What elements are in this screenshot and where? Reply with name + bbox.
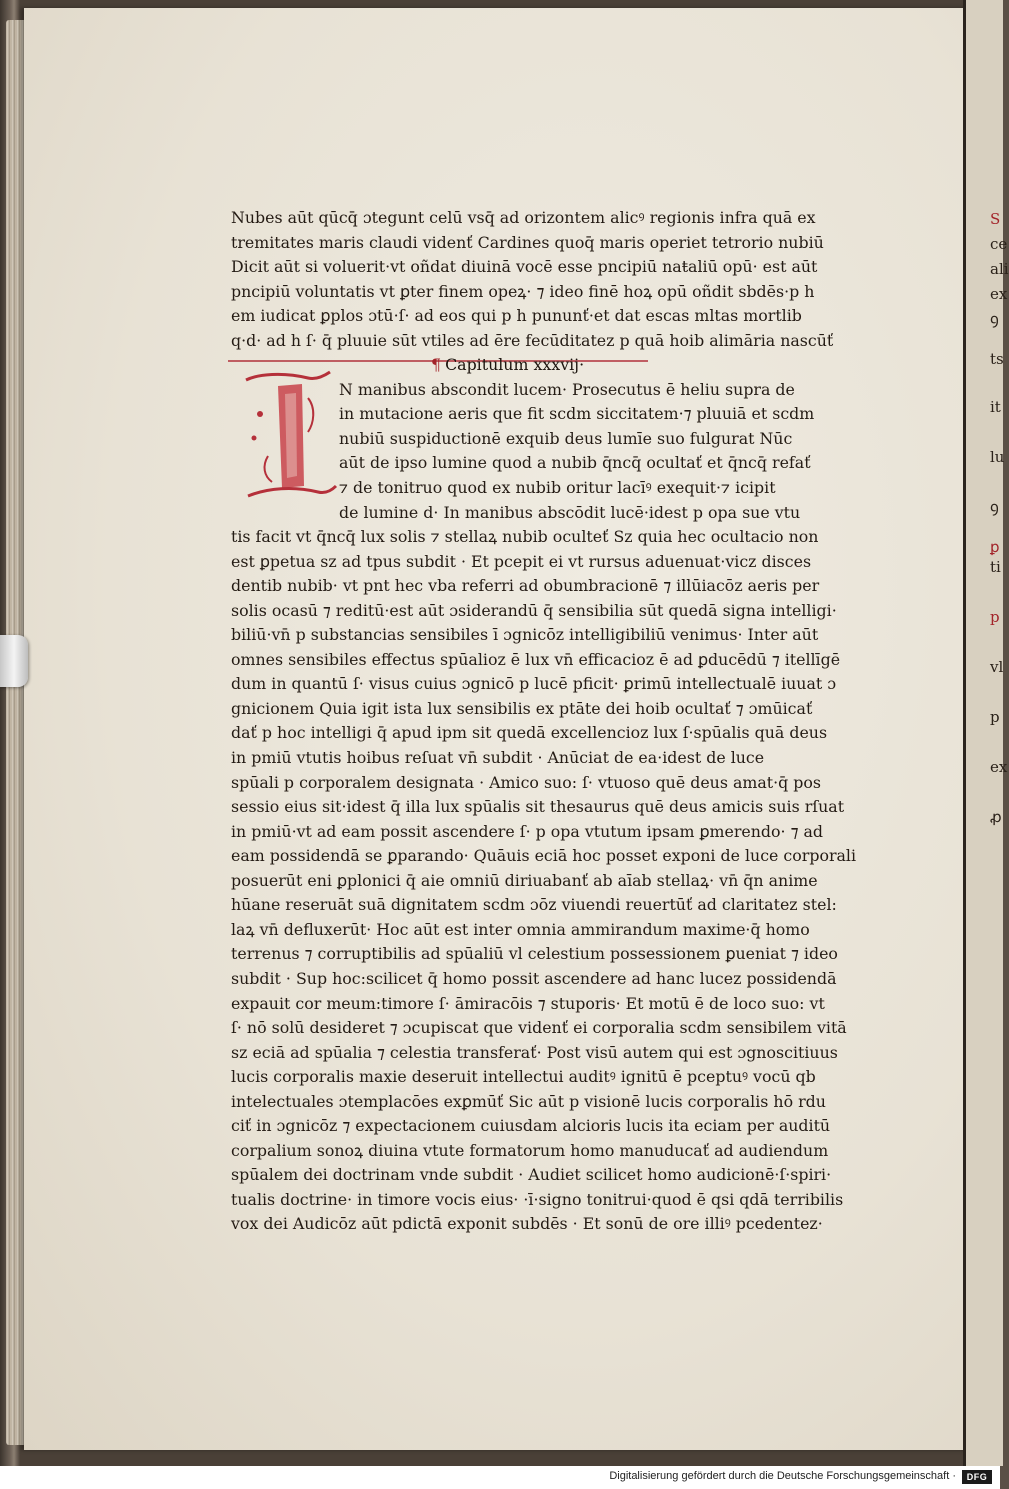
text-line: eam possidendā se ꝑparando· Quāuis eciā hoc posset exponi de luce corporali xyxy=(231,846,857,866)
facing-page-fragment: ti xyxy=(990,558,1001,576)
text-line: ciť in ɔgnicōz ⁊ expectacionem cuiusdam alcioris lucis ita eciam per auditū xyxy=(231,1116,831,1136)
text-line: biliū·vn̄ p substancias sensibiles ī ɔgnicōz intelligibiliū venimus· Inter aūt xyxy=(231,625,819,645)
text-line: in pmiū·vt ad eam possit ascendere ſ· p opa vtutum ipsam ꝑmerendo· ⁊ ad xyxy=(231,821,823,841)
facing-page-fragment: ce xyxy=(990,235,1008,253)
text-line: em iudicat ꝑplos ɔtū·ſ· ad eos qui p h pununť·et dat escas mltas mortlib xyxy=(231,306,802,326)
facing-page-fragment: p xyxy=(990,708,1000,726)
text-line: aūt de ipso lumine quod a nubib q̄ncq̄ ocultať et q̄ncq̄ refať xyxy=(339,453,811,473)
chapter-heading xyxy=(231,353,861,378)
text-line: tremitates maris claudi videnť Cardines quoq̄ maris operiet tetrorio nubiū xyxy=(231,232,824,252)
text-line: spūali p corporalem designata · Amico suo: ſ· vtuoso quē deus amat·q̄ pos xyxy=(231,772,822,792)
text-line: Nubes aūt qūcq̄ ɔtegunt celū vsq̄ ad orizontem alicꝰ regionis infra quā ex xyxy=(231,208,816,227)
text-line: pncipiū voluntatis vt ꝑter finem opeꝝ· ⁊ ideo finē hoꝝ opū oñdit sbdēs·p h xyxy=(231,281,815,301)
facing-page-fragment: ꝓ xyxy=(990,808,1002,826)
text-line: gnicionem Quia igit ista lux sensibilis ex ptāte dei hoib ocultať ⁊ ɔmūicať xyxy=(231,698,813,718)
facing-page-fragment: ali xyxy=(990,260,1009,278)
text-line: dať p hoc intelligi q̄ apud ipm sit quedā excellencioz lux ſ·spūalis quā deus xyxy=(231,723,828,743)
facing-page-fragment: ts xyxy=(990,350,1004,368)
text-line: in mutacione aeris que fit scdm siccitatem·⁊ pluuiā et scdm xyxy=(339,404,815,424)
dfg-logo: DFG xyxy=(962,1470,992,1484)
text-line: subdit · Sup hoc:scilicet q̄ homo possit ascendere ad hanc lucez possidendā xyxy=(231,968,837,988)
text-line: in pmiū vtutis hoibus reſuat vn̄ subdit · Anūciat de ea·idest de luce xyxy=(231,748,765,768)
text-line: posuerūt eni ꝑplonici q̄ aie omniū diriuabanť ab aīab stellaꝝ· vn̄ q̄n anime xyxy=(231,870,818,890)
text-line: nubiū suspiductionē exquib deus lumīe suo fulgurat Nūc xyxy=(339,428,793,448)
text-line: hūane reseruāt suā dignitatem scdm ɔōz viuendi reuertūť ad claritatez stel: xyxy=(231,895,837,915)
text-line: sessio eius sit·idest q̄ illa lux spūalis sit thesaurus quē deus amicis suis rſuat xyxy=(231,797,845,817)
text-line: expauit cor meum:timore ſ· āmiracōis ⁊ stuporis· Et motū ē de loco suo: vt xyxy=(231,993,825,1013)
text-line: ſ· nō solū desideret ⁊ ɔcupiscat que videnť ei corporalia scdm sensibilem vitā xyxy=(231,1018,847,1038)
facing-page-fragment: ꝑ xyxy=(990,538,1000,556)
text-line: q·d· ad h ſ· q̄ pluuie sūt vtiles ad ēre fecūditatez p quā hoib alimāria nascūť xyxy=(231,330,834,350)
facing-page-fragment: vl xyxy=(990,658,1004,676)
text-line: N manibus abscondit lucem· Prosecutus ē heliu supra de xyxy=(339,379,795,399)
text-line: tualis doctrine· in timore vocis eius· ·ī·signo tonitrui·quod ē qsi qdā terribilis xyxy=(231,1189,844,1209)
text-line: corpalium sonoꝝ diuina vtute formatorum homo manuducať ad audiendum xyxy=(231,1140,829,1160)
facing-page xyxy=(963,0,1009,1466)
text-line: sz eciā ad spūalia ⁊ celestia transferať· Post visū autem qui est ɔgnoscitiuus xyxy=(231,1042,838,1062)
text-line: intelectuales ɔtemplacōes exꝑmūť Sic aūt p visionē lucis corporalis hō rdu xyxy=(231,1091,826,1111)
text-line: vox dei Audicōz aūt pdictā exponit subdēs · Et sonū de ore illiꝰ pcedentez· xyxy=(231,1214,823,1234)
text-line: dentib nubib· vt pnt hec vba referri ad obumbracionē ⁊ illūiacōz aeris per xyxy=(231,576,820,596)
facing-page-fragment: ꝯ xyxy=(990,498,999,516)
facing-page-fragment: ex xyxy=(990,285,1008,303)
footer-bar xyxy=(0,1466,1000,1489)
text-line: omnes sensibiles effectus spūalioz ē lux vn̄ efficacioz ē ad ꝑducēdū ⁊ itellīgē xyxy=(231,649,841,669)
funding-credit: Digitalisierung gefördert durch die Deutsche Forschungsgemeinschaft · xyxy=(609,1470,956,1482)
facing-page-fragment: p xyxy=(990,608,1000,626)
chapter-heading-text: Capitulum xxxvij· xyxy=(445,355,585,375)
facing-page-fragment: S xyxy=(990,210,1001,228)
text-line: solis ocasū ⁊ reditū·est aūt ɔsiderandū q̄ sensibilia sūt quedā signa intelligi· xyxy=(231,600,837,620)
text-line: de lumine d· In manibus abscōdit lucē·idest p opa sue vtu xyxy=(339,502,801,522)
facing-page-fragment: ex xyxy=(990,758,1008,776)
text-line: dum in quantū ſ· visus cuius ɔgnicō p lucē pficit· ꝑrimū intellectualē iuuat ɔ xyxy=(231,674,837,694)
text-line: lucis corporalis maxie deseruit intellectui auditꝰ ignitū ē pceptuꝰ vocū qb xyxy=(231,1067,816,1087)
text-line: ⁊ de tonitruo quod ex nubib oritur lacīꝰ exequit·⁊ icipit xyxy=(339,478,776,498)
text-line: terrenus ⁊ corruptibilis ad spūaliū vl celestium possessionem ꝑueniat ⁊ ideo xyxy=(231,944,838,964)
document-text xyxy=(231,206,861,1237)
text-line: spūalem dei doctrinam vnde subdit · Audiet scilicet homo audicionē·ſ·spiri· xyxy=(231,1165,832,1185)
text-line: laꝝ vn̄ defluxerūt· Hoc aūt est inter omnia ammirandum maxime·q̄ homo xyxy=(231,919,810,939)
facing-page-fragment: ꝯ xyxy=(990,310,999,328)
pilcrow-icon: ¶ xyxy=(431,355,442,375)
text-line: tis facit vt q̄ncq̄ lux solis ⁊ stellaꝝ nubib oculteť Sz quia hec ocultacio non xyxy=(231,527,819,547)
text-line: est ꝑpetua sz ad tpus subdit · Et pcepit ei vt rursus aduenuat·vicz disces xyxy=(231,551,812,571)
page-clip xyxy=(0,635,28,687)
facing-page-fragment: lu xyxy=(990,448,1005,466)
facing-page-fragment: it xyxy=(990,398,1001,416)
text-line: Dicit aūt si voluerit·vt oñdat diuinā vocē esse pncipiū naŧaliū opū· est aūt xyxy=(231,257,818,277)
